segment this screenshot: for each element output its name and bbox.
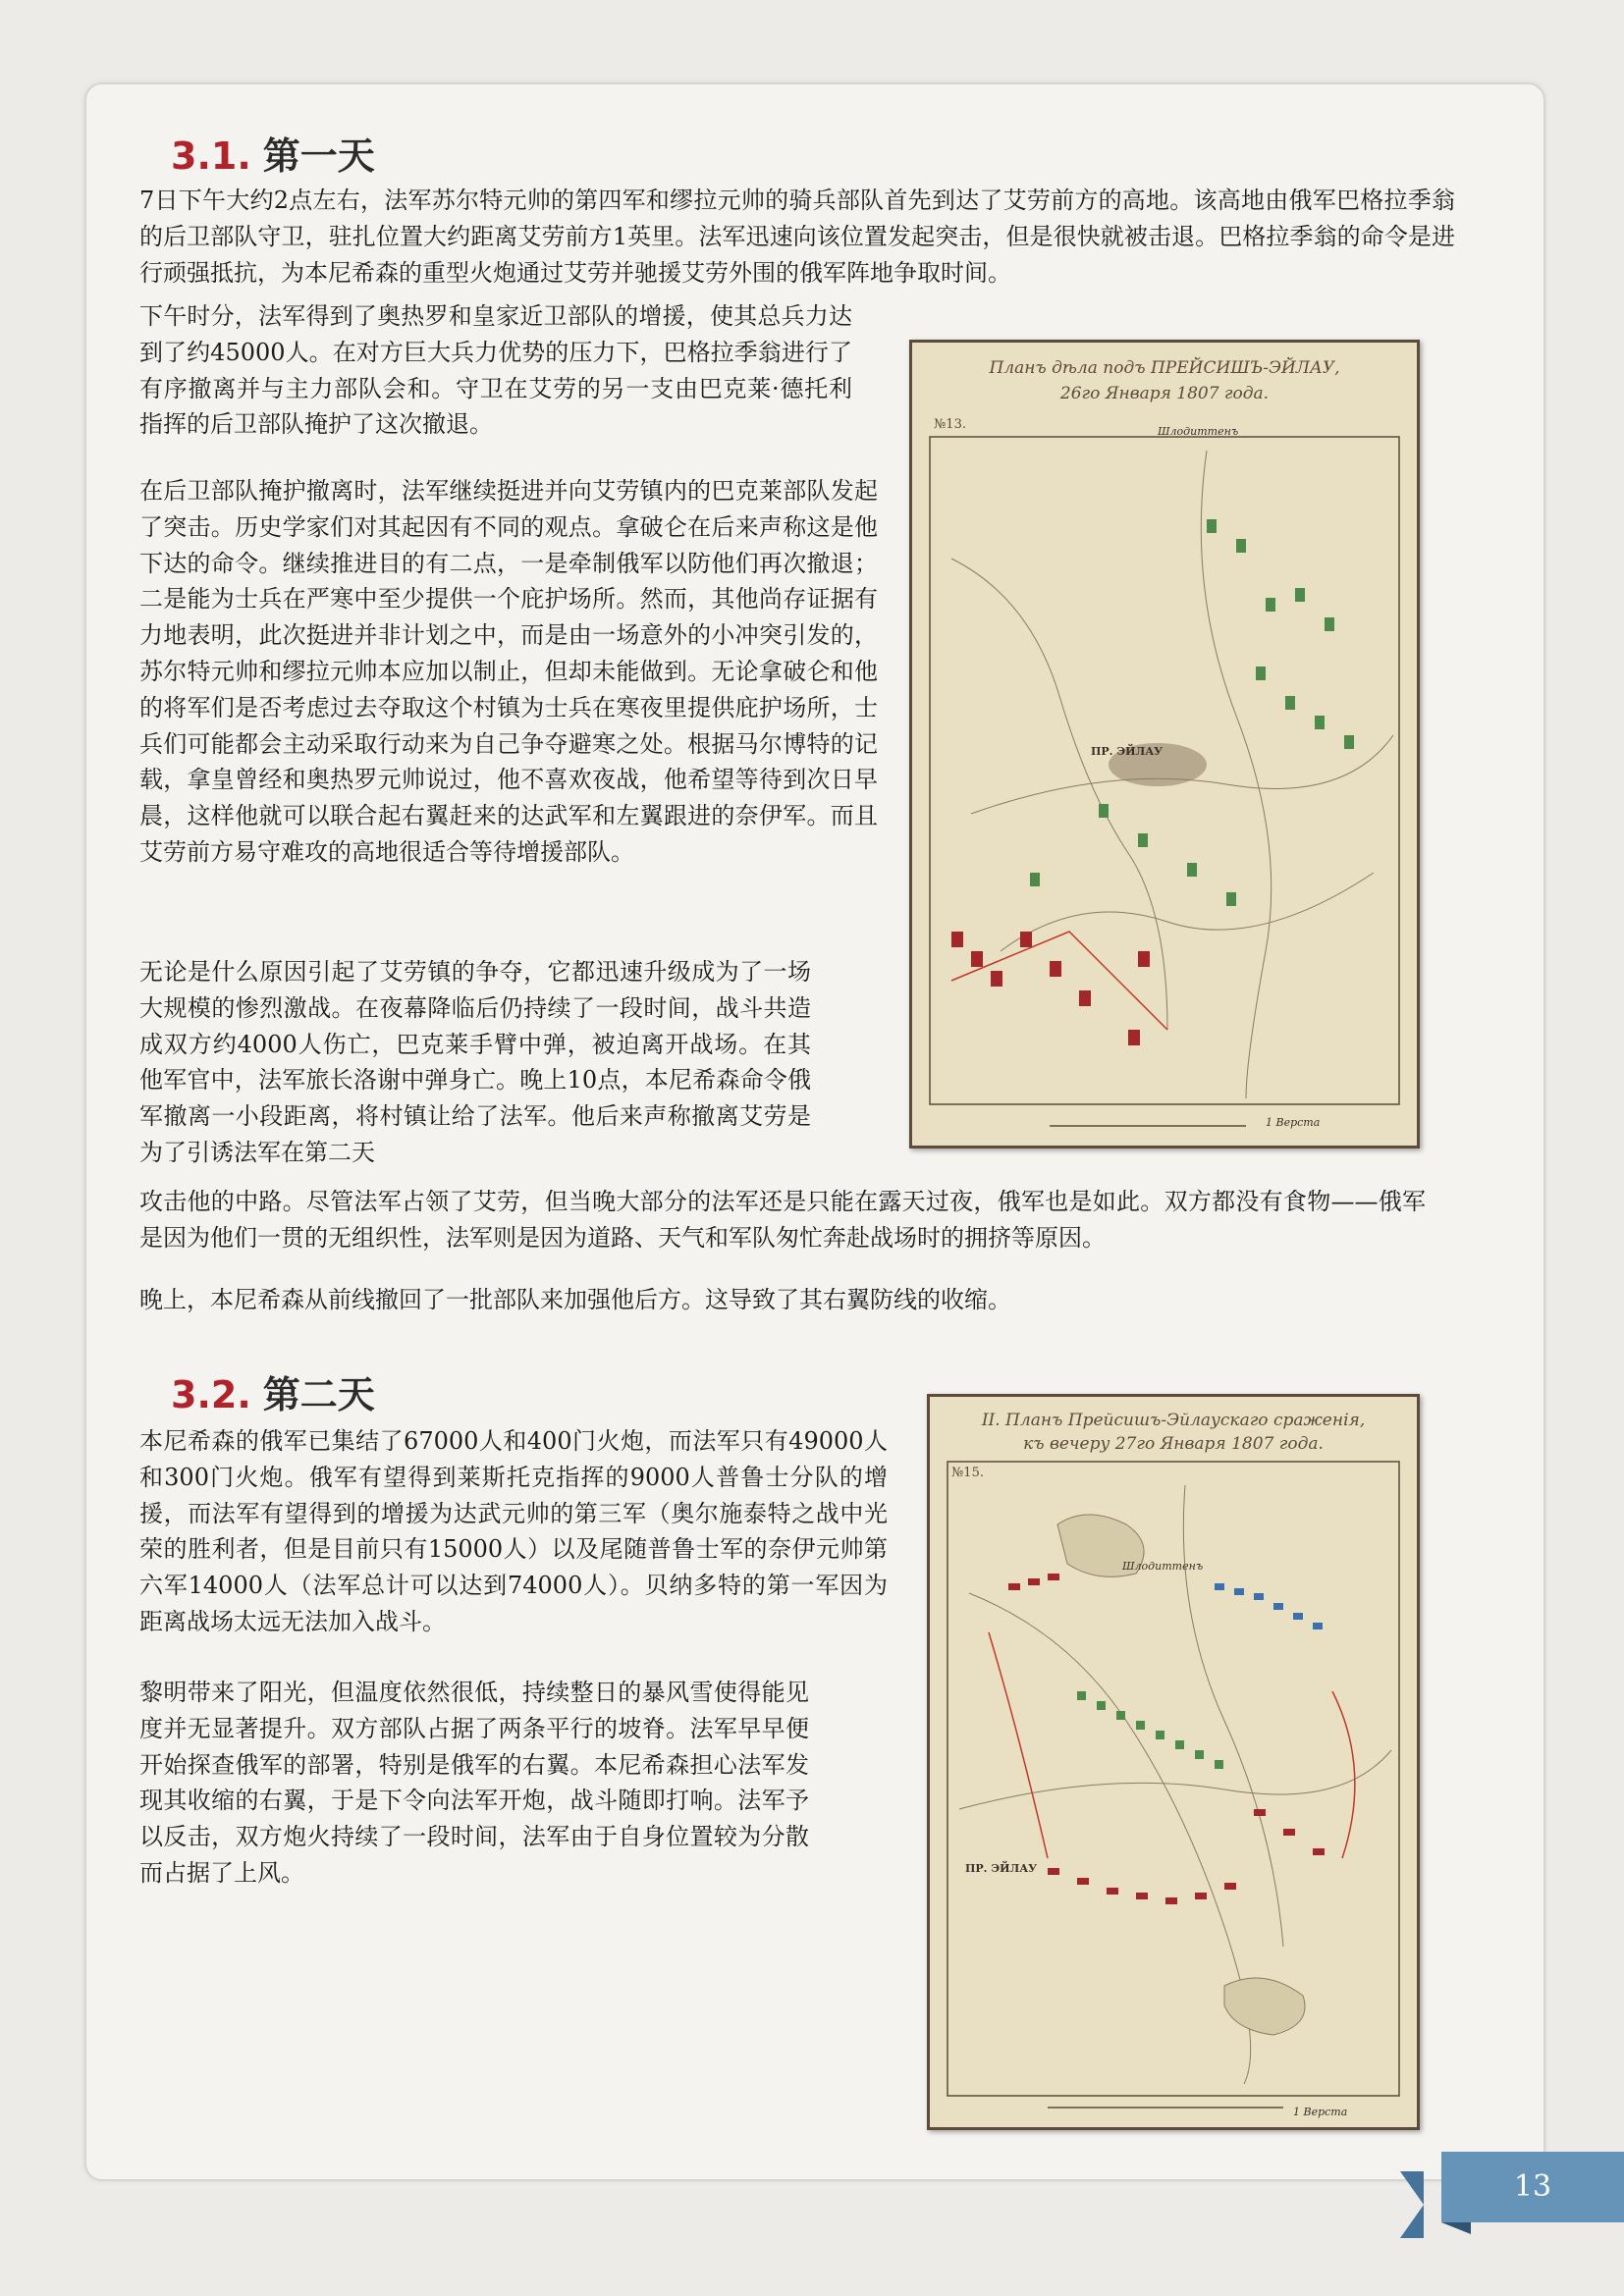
- section-number: 3.2.: [171, 1373, 251, 1416]
- battle-map-day-two: [927, 1394, 1420, 2130]
- map-scale-label: 1 Верста: [1266, 1116, 1321, 1129]
- paragraph-evening: 晚上，本尼希森从前线撤回了一批部队来加强他后方。这导致了其右翼防线的收缩。: [139, 1286, 1011, 1313]
- map-title-line2: къ вечеру 27го Января 1807 года.: [1023, 1434, 1324, 1454]
- page-number: 13: [1513, 2169, 1552, 2204]
- map-number: №13.: [934, 417, 966, 432]
- section-number: 3.1.: [171, 134, 251, 178]
- paragraph-battle: 无论是什么原因引起了艾劳镇的争夺，它都迅速升级成为了一场大规模的惨烈激战。在夜幕降临后仍持续了一段时间，战斗共造成双方约4000人伤亡，巴克莱手臂中弹，被迫离开战场。在其他军官中，法军旅长洛谢中弹身亡。晚上10点，本尼希森命令俄军撤离一小段距离，将村镇让给了法军。他后来声称撤离艾劳是为了引诱法军在第二天: [139, 958, 811, 1166]
- paragraph-dawn: 黎明带来了阳光，但温度依然很低，持续整日的暴风雪使得能见度并无显著提升。双方部队占据了两条平行的坡脊。法军早早便开始探查俄军的部署，特别是俄军的右翼。本尼希森担心法军发现其收缩的右翼，于是下令向法军开炮，战斗随即打响。法军予以反击，双方炮火持续了一段时间，法军由于自身位置较为分散而占据了上风。: [139, 1679, 809, 1887]
- section-heading-day-one: [171, 126, 375, 180]
- map-town-label: ПР. ЭЙЛАУ: [965, 1862, 1038, 1875]
- map-town-label: ПР. ЭЙЛАУ: [1091, 745, 1164, 758]
- map-title-line2: 26го Января 1807 года.: [1059, 384, 1270, 403]
- section-title: 第一天: [262, 134, 375, 178]
- battle-map-day-one: [909, 340, 1420, 1148]
- map-scale-label: 1 Верста: [1293, 2106, 1348, 2118]
- page-tab-fold: [1400, 2171, 1424, 2238]
- page-tab-shadow: [1441, 2222, 1471, 2234]
- paragraph-battle-continued: 攻击他的中路。尽管法军占领了艾劳，但当晚大部分的法军还是只能在露天过夜，俄军也是如此。双方都没有食物——俄军是因为他们一贯的无组织性，法军则是因为道路、天气和军队匆忙奔赴战场时的拥挤等原因。: [139, 1188, 1426, 1252]
- map-drawing: [912, 343, 1417, 1146]
- section-heading-day-two: [171, 1364, 375, 1418]
- map-title-line1: Планъ дѣла подъ ПРЕЙСИШЪ-ЭЙЛАУ,: [989, 358, 1340, 378]
- paragraph-advance: 在后卫部队掩护撤离时，法军继续挺进并向艾劳镇内的巴克莱部队发起了突击。历史学家们对其起因有不同的观点。拿破仑在后来声称这是他下达的命令。继续推进目的有二点，一是牵制俄军以防他们再次撤退；二是能为士兵在严寒中至少提供一个庇护场所。然而，其他尚存证据有力地表明，此次挺进并非计划之中，而是由一场意外的小冲突引发的，苏尔特元帅和缪拉元帅本应加以制止，但却未能做到。无论拿破仑和他的将军们是否考虑过去夺取这个村镇为士兵在寒夜里提供庇护场所，士兵们可能都会主动采取行动来为自己争夺避寒之处。根据马尔博特的记载，拿皇曾经和奥热罗元帅说过，他不喜欢夜战，他希望等待到次日早晨，这样他就可以联合起右翼赶来的达武军和左翼跟进的奈伊军。而且艾劳前方易守难攻的高地很适合等待增援部队。: [139, 477, 878, 866]
- paragraph-intro: 7日下午大约2点左右，法军苏尔特元帅的第四军和缪拉元帅的骑兵部队首先到达了艾劳前方的高地。该高地由俄军巴格拉季翁的后卫部队守卫，驻扎位置大约距离艾劳前方1英里。法军迅速向该位置发起突击，但是很快就被击退。巴格拉季翁的命令是进行顽强抵抗，为本尼希森的重型火炮通过艾劳并驰援艾劳外围的俄军阵地争取时间。: [139, 187, 1455, 287]
- paragraph-reinforcements: 下午时分，法军得到了奥热罗和皇家近卫部队的增援，使其总兵力达到了约45000人。在对方巨大兵力优势的压力下，巴格拉季翁进行了有序撤离并与主力部队会和。守卫在艾劳的另一支由巴克莱·德托利指挥的后卫部队掩护了这次撤退。: [139, 302, 852, 439]
- map-drawing: [930, 1397, 1417, 2127]
- section-title: 第二天: [262, 1373, 375, 1416]
- paragraph-forces: 本尼希森的俄军已集结了67000人和400门火炮，而法军只有49000人和300门火炮。俄军有望得到莱斯托克指挥的9000人普鲁士分队的增援，而法军有望得到的增援为达武元帅的第三军（奥尔施泰特之战中光荣的胜利者，但是目前只有15000人）以及尾随普鲁士军的奈伊元帅第六军14000人（法军总计可以达到74000人）。贝纳多特的第一军因为距离战场太远无法加入战斗。: [139, 1427, 888, 1635]
- map-village-label: Шлодиттенъ: [1122, 1560, 1204, 1573]
- map-title-line1: II. Планъ Прейсишъ-Эйлаускаго сраженія,: [981, 1411, 1366, 1430]
- map-number: №15.: [951, 1466, 984, 1480]
- map-village-label: Шлодиттенъ: [1158, 425, 1239, 438]
